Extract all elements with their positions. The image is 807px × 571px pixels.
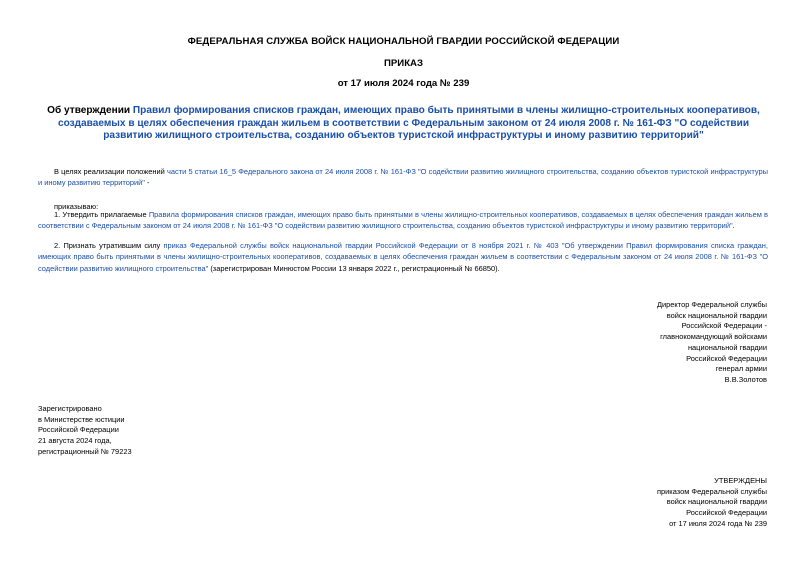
registration-line: регистрационный № 79223 [38, 446, 132, 456]
signature-line: генерал армии [715, 364, 767, 374]
approval-block [567, 476, 767, 530]
item-1-paragraph [38, 209, 768, 232]
preamble-paragraph [38, 166, 768, 189]
registration-line: Зарегистрировано [38, 404, 102, 413]
approval-line: УТВЕРЖДЕНЫ [714, 476, 767, 485]
item-1-prefix: 1. Утвердить прилагаемые [54, 210, 149, 219]
signature-line: Директор Федеральной службы [656, 300, 767, 309]
signature-line: войск национальной гвардии [666, 310, 767, 320]
signature-line: Российской Федерации [686, 353, 767, 363]
doc-type-heading: ПРИКАЗ [384, 58, 423, 69]
signature-line: В.В.Золотов [724, 374, 767, 384]
signature-line: Российской Федерации - [681, 321, 767, 331]
registration-block [38, 404, 238, 458]
approval-line: приказом Федеральной службы [656, 486, 767, 496]
item-2-prefix: 2. Признать утратившим силу [54, 241, 164, 250]
approval-line: войск национальной гвардии [666, 497, 767, 507]
registration-line: в Министерстве юстиции [38, 414, 125, 424]
item-2-suffix: (зарегистрирован Минюстом России 13 января 2022 г., регистрационный № 66850). [208, 263, 500, 273]
signature-line: национальной гвардии [687, 342, 767, 352]
title-prefix: Об утверждении [47, 105, 133, 116]
doc-title [40, 105, 767, 143]
registration-line: 21 августа 2024 года, [38, 436, 112, 446]
order-word: приказываю: [54, 202, 99, 211]
registration-line: Российской Федерации [38, 425, 119, 435]
preamble-prefix: В целях реализации положений [54, 167, 167, 176]
signature-line: главнокомандующий войсками [660, 332, 767, 342]
approval-line: Российской Федерации [686, 508, 767, 518]
agency-heading: ФЕДЕРАЛЬНАЯ СЛУЖБА ВОЙСК НАЦИОНАЛЬНОЙ ГВАРДИИ РОССИЙСКОЙ ФЕДЕРАЦИИ [187, 36, 620, 47]
item-2-paragraph [38, 240, 768, 274]
law-article-link[interactable]: части 5 статьи 16_5 Федерального закона от 24 июля 2008 г. № 161-ФЗ "О содействии развитию жилищного строительства, созданию объектов туристской инфраструктуры и иному развитию территорий" [38, 167, 768, 188]
doc-date-number: от 17 июля 2024 года № 239 [337, 78, 470, 89]
preamble-suffix: - [144, 178, 150, 188]
item-1-suffix: . [732, 221, 735, 231]
title-rules-link[interactable]: Правил формирования списков граждан, имеющих право быть принятыми в члены жилищно-строительных кооперативов, создаваемых в целях обеспечения граждан жильем в соответствии с Федеральным законом от 24 июля 2008 г. № 161-ФЗ "О содействии развитию жилищного строительства, созданию объектов туристской инфраструктуры и иному развитию территорий" [57, 105, 760, 142]
previous-order-link[interactable]: приказ Федеральной службы войск национальной гвардии Российской Федерации от 8 ноября 2021 г. № 403 "Об утверждении Правил формирования списка граждан, имеющих право быть принятыми в члены жилищно-строительных кооперативов, создаваемых в целях обеспечения граждан жильем в соответствии с Федеральным законом от 24 июля 2008 г. № 161-ФЗ "О содействии развитию жилищного строительства" [38, 241, 768, 273]
rules-link[interactable]: Правила формирования списков граждан, имеющих право быть принятыми в члены жилищно-строительных кооперативов, создаваемых в целях обеспечения граждан жильем в соответствии с Федеральным законом от 24 июля 2008 г. № 161-ФЗ "О содействии развитию жилищного строительства, созданию объектов туристской инфраструктуры и иному развитию территорий" [38, 210, 768, 231]
signature-block [567, 300, 767, 386]
approval-line: от 17 июля 2024 года № 239 [669, 518, 767, 528]
